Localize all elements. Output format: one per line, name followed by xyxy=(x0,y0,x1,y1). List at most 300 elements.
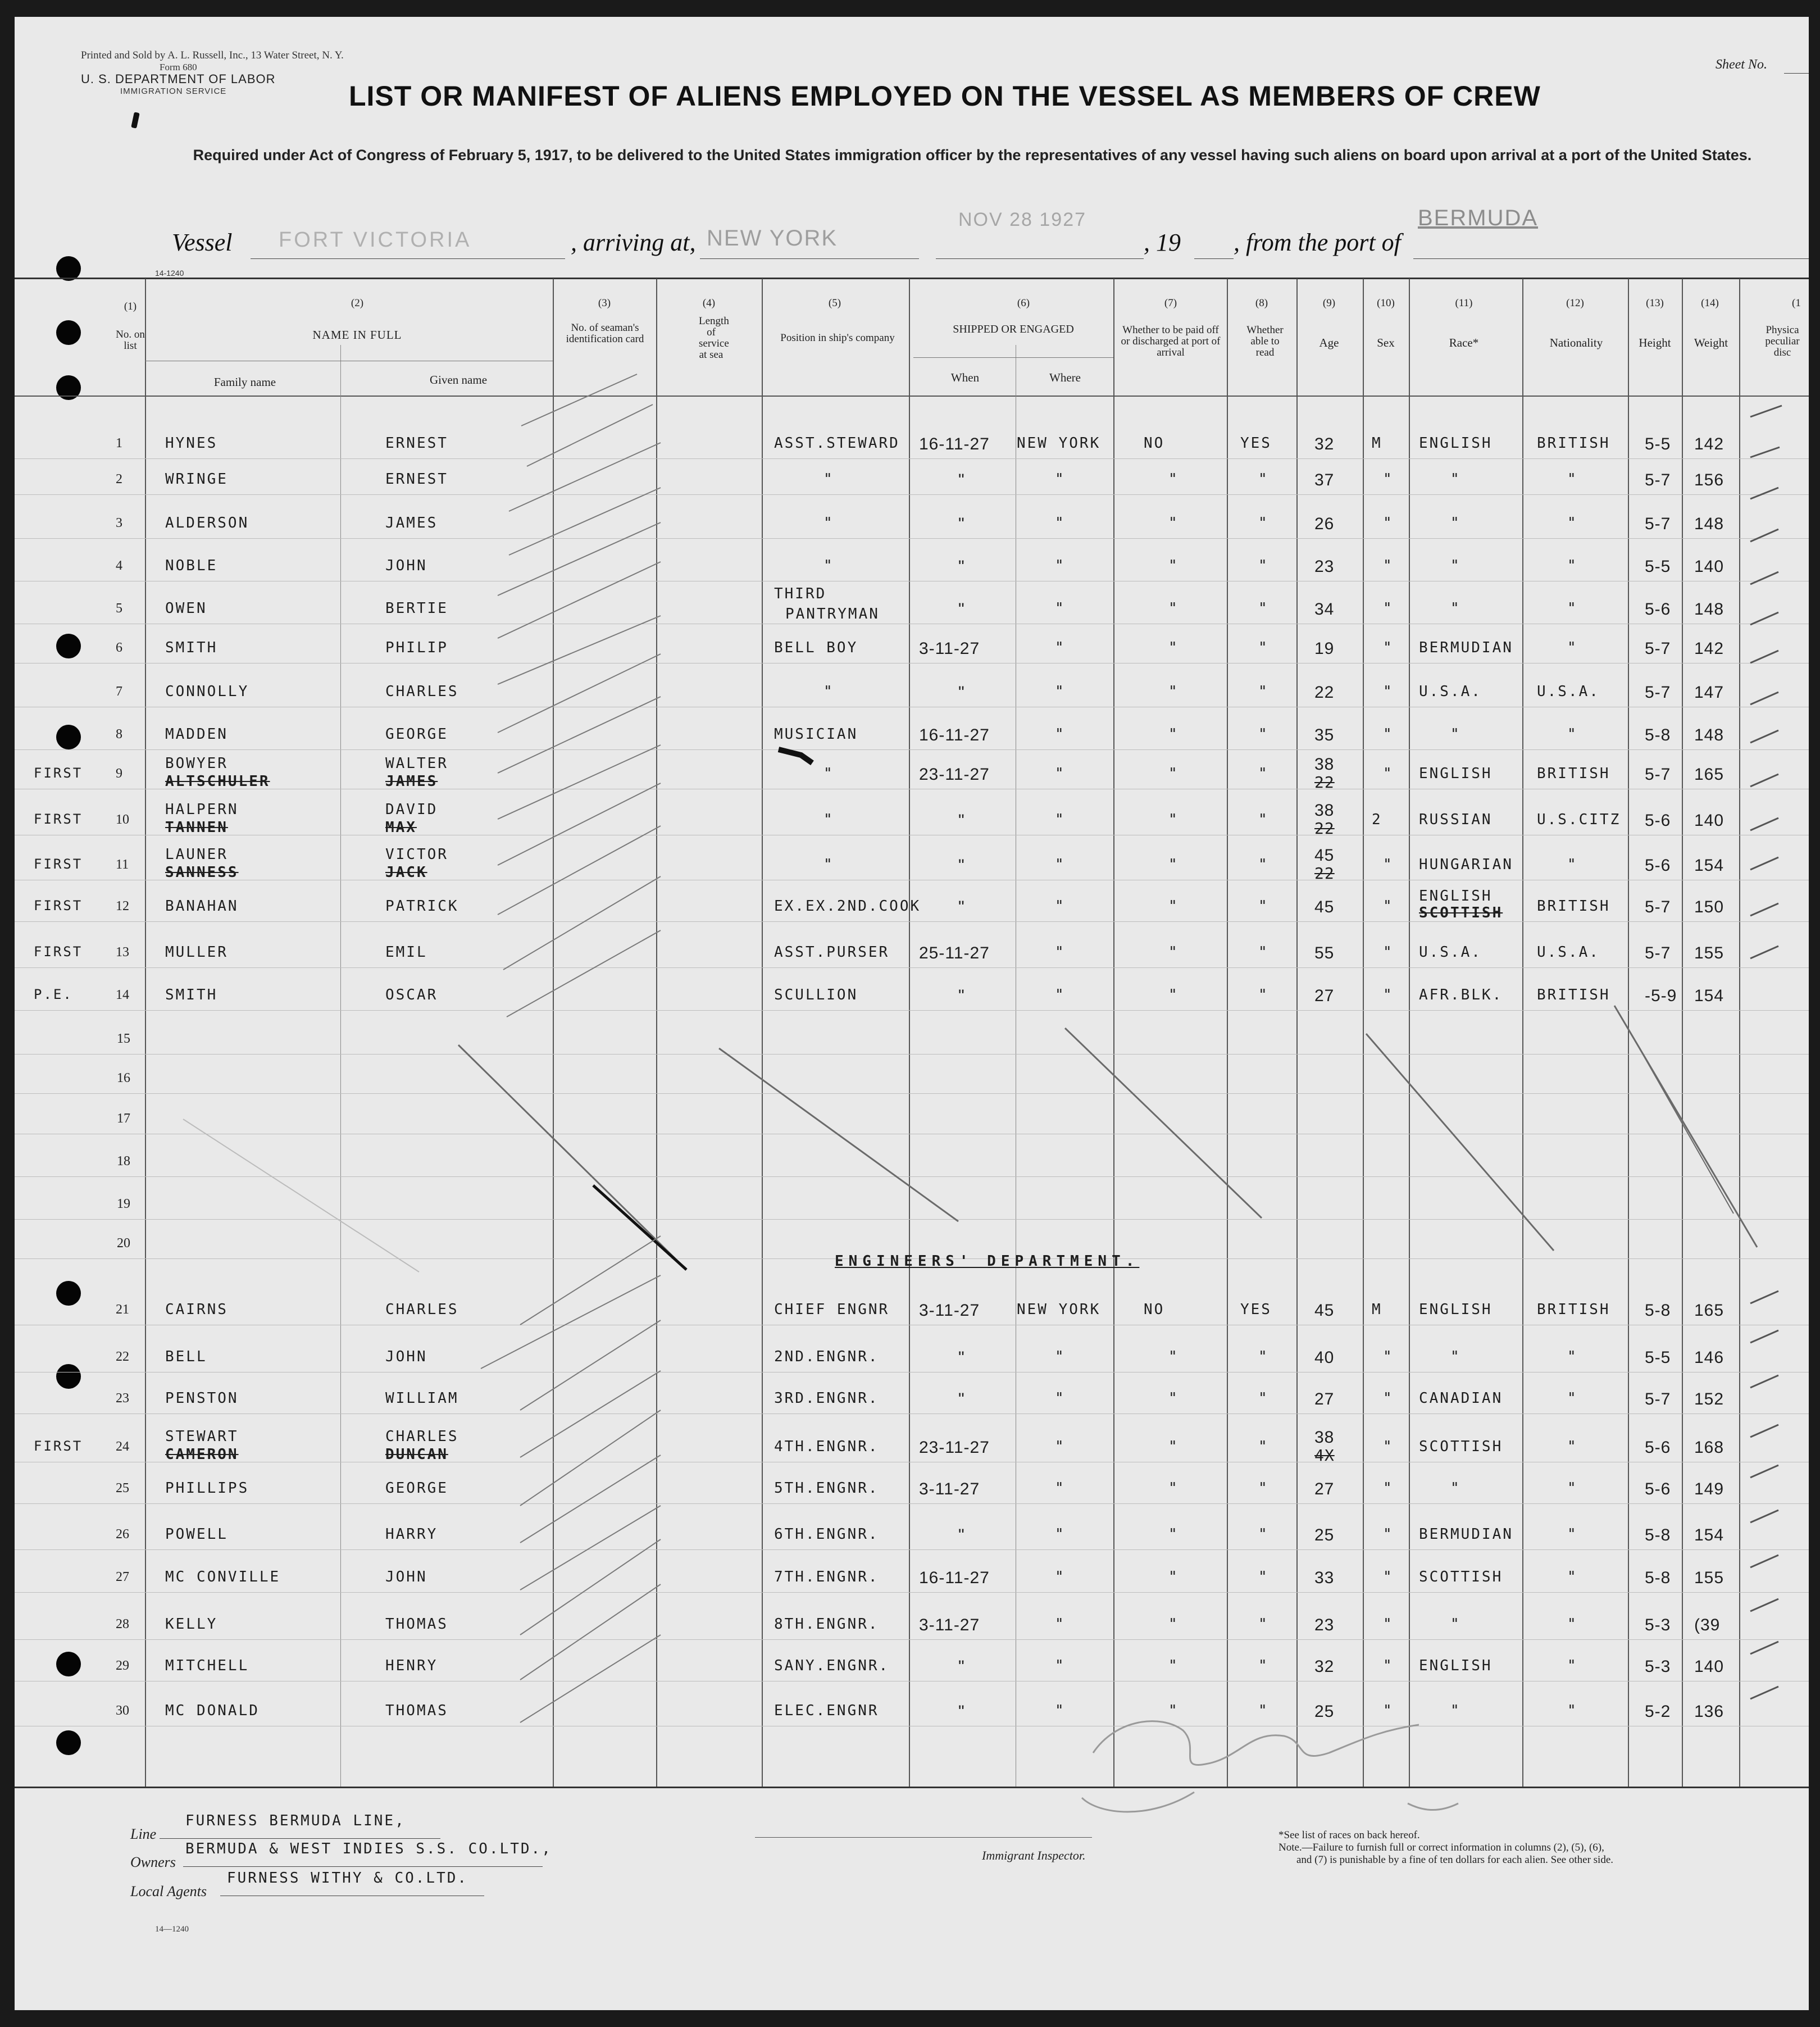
engaged-date: 3-11-27 xyxy=(919,1616,980,1634)
footer-note-penalty: Note.—Failure to furnish full or correct information in columns (2), (5), (6), xyxy=(1278,1842,1604,1853)
punch-hole xyxy=(56,1281,81,1306)
vessel-name: FORT VICTORIA xyxy=(279,228,472,252)
given-name: WILLIAM xyxy=(385,1390,459,1407)
weight: 148 xyxy=(1694,515,1725,533)
col-divider xyxy=(1113,279,1114,1787)
col12-number: (12) xyxy=(1566,297,1584,309)
weight: 168 xyxy=(1694,1438,1725,1457)
able-to-read: " xyxy=(1258,639,1269,656)
race: BERMUDIAN xyxy=(1419,639,1513,656)
paid-off: " xyxy=(1168,1657,1179,1674)
given-name: GEORGE xyxy=(385,726,448,743)
punch-hole xyxy=(56,1730,81,1755)
race: " xyxy=(1450,1348,1461,1365)
punch-hole xyxy=(56,1652,81,1676)
given-name: EMIL xyxy=(385,944,427,961)
position: MUSICIAN xyxy=(774,726,858,743)
row-rule xyxy=(15,1054,1809,1055)
row-number: 29 xyxy=(116,1658,129,1673)
engaged-date: 23-11-27 xyxy=(919,1438,990,1457)
position: CHIEF ENGNR xyxy=(774,1301,890,1318)
sex: " xyxy=(1383,765,1394,782)
age: 32 xyxy=(1314,1657,1335,1676)
age: 45 xyxy=(1314,846,1335,865)
sheet-number-label: Sheet No. xyxy=(1716,57,1767,72)
height: 5-3 xyxy=(1645,1616,1671,1634)
height: 5-3 xyxy=(1645,1657,1671,1676)
age: 27 xyxy=(1314,1480,1335,1498)
col-divider xyxy=(1363,279,1364,1787)
height: 5-6 xyxy=(1645,600,1671,619)
height: 5-5 xyxy=(1645,1348,1671,1367)
col6-where-header: Where xyxy=(1049,371,1081,384)
sex: M xyxy=(1372,1301,1382,1318)
engaged-date: " xyxy=(958,1526,965,1544)
nationality: " xyxy=(1567,639,1578,656)
paid-off: " xyxy=(1168,1480,1179,1497)
age: 34 xyxy=(1314,600,1335,619)
race: ENGLISH xyxy=(1419,1301,1493,1318)
able-to-read: " xyxy=(1258,683,1269,700)
height: 5-2 xyxy=(1645,1702,1671,1721)
able-to-read: " xyxy=(1258,1616,1269,1633)
race: ENGLISH xyxy=(1419,435,1493,452)
punch-hole xyxy=(56,725,81,749)
height: 5-5 xyxy=(1645,557,1671,576)
race: " xyxy=(1450,557,1461,574)
manifest-page xyxy=(15,17,1809,2010)
row-number: 13 xyxy=(116,945,129,960)
engaged-date: " xyxy=(958,1390,965,1408)
race: U.S.A. xyxy=(1419,683,1482,700)
row-annotation: FIRST xyxy=(34,1438,83,1454)
col2-number: (2) xyxy=(351,297,364,309)
family-name: OWEN xyxy=(165,600,207,617)
col-divider xyxy=(1628,279,1629,1787)
engaged-place: " xyxy=(1055,811,1066,828)
height: 5-8 xyxy=(1645,1526,1671,1544)
engaged-place: " xyxy=(1055,856,1066,873)
row-number: 4 xyxy=(116,558,122,573)
race: ENGLISH xyxy=(1419,765,1493,782)
weight: 155 xyxy=(1694,944,1725,962)
age: 26 xyxy=(1314,515,1335,533)
engaged-date: " xyxy=(958,557,965,576)
engaged-place: " xyxy=(1055,1390,1066,1407)
race: " xyxy=(1450,600,1461,617)
height: 5-7 xyxy=(1645,515,1671,533)
able-to-read: " xyxy=(1258,515,1269,531)
header-bottom-rule xyxy=(15,396,1809,397)
engaged-date: 16-11-27 xyxy=(919,726,990,744)
row-annotation: P.E. xyxy=(34,987,73,1002)
sex: " xyxy=(1383,1390,1394,1407)
weight: 156 xyxy=(1694,471,1725,489)
col1-number: (1) xyxy=(124,301,137,312)
engaged-place: " xyxy=(1055,471,1066,488)
given-name: CHARLES xyxy=(385,1428,459,1445)
engaged-date: " xyxy=(958,600,965,619)
paid-off: " xyxy=(1168,515,1179,531)
row-number: 25 xyxy=(116,1481,129,1496)
row-rule xyxy=(15,494,1809,495)
col14-number: (14) xyxy=(1701,297,1719,309)
row-number: 18 xyxy=(117,1154,130,1169)
col11-header: Race* xyxy=(1449,336,1479,349)
paid-off: " xyxy=(1168,1702,1179,1719)
able-to-read: " xyxy=(1258,600,1269,617)
able-to-read: " xyxy=(1258,898,1269,915)
row-number: 14 xyxy=(116,988,129,1002)
height: 5-7 xyxy=(1645,765,1671,784)
engaged-place: " xyxy=(1055,1702,1066,1719)
inspector-label: Immigrant Inspector. xyxy=(982,1848,1086,1862)
family-name: POWELL xyxy=(165,1526,228,1543)
position: ASST.STEWARD xyxy=(774,435,900,452)
punch-hole xyxy=(56,320,81,345)
position: ASST.PURSER xyxy=(774,944,890,961)
family-name: HYNES xyxy=(165,435,218,452)
col8-number: (8) xyxy=(1255,297,1268,309)
struck-family-name: ALTSCHULER xyxy=(165,773,270,790)
struck-given-name: JACK xyxy=(385,864,427,881)
age: 45 xyxy=(1314,898,1335,916)
sex: " xyxy=(1383,1438,1394,1455)
weight: 136 xyxy=(1694,1702,1725,1721)
age: 35 xyxy=(1314,726,1335,744)
col6-when-header: When xyxy=(950,371,980,384)
sex: " xyxy=(1383,987,1394,1003)
position: 4TH.ENGNR. xyxy=(774,1438,879,1455)
shipped-subheader-rule xyxy=(913,357,1113,358)
paid-off: " xyxy=(1168,1348,1179,1365)
col2-family-header: Family name xyxy=(213,375,276,389)
form-number: Form 680 xyxy=(160,62,197,72)
family-name: PHILLIPS xyxy=(165,1480,249,1497)
height: 5-7 xyxy=(1645,683,1671,702)
paid-off: " xyxy=(1168,856,1179,873)
paid-off: " xyxy=(1168,1390,1179,1407)
engaged-date: 16-11-27 xyxy=(919,435,990,453)
nationality: BRITISH xyxy=(1537,765,1610,782)
col8-header: Whether able to read xyxy=(1246,324,1284,358)
row-rule xyxy=(15,1219,1809,1220)
race: CANADIAN xyxy=(1419,1390,1503,1407)
engaged-date: " xyxy=(958,683,965,702)
weight: 142 xyxy=(1694,435,1725,453)
row-number: 2 xyxy=(116,472,122,487)
year-underline xyxy=(1194,258,1234,259)
position: 3RD.ENGNR. xyxy=(774,1390,879,1407)
date-underline xyxy=(936,258,1144,259)
age: 25 xyxy=(1314,1702,1335,1721)
arriving-underline xyxy=(700,258,919,259)
position: " xyxy=(823,471,834,488)
weight: 148 xyxy=(1694,600,1725,619)
struck-race: SCOTTISH xyxy=(1419,905,1503,921)
col15-header: Physica peculiar disc xyxy=(1765,324,1800,358)
height: 5-6 xyxy=(1645,1480,1671,1498)
col9-header: Age xyxy=(1319,336,1339,349)
engaged-date: " xyxy=(958,471,965,489)
engaged-date: 16-11-27 xyxy=(919,1569,990,1587)
nationality: BRITISH xyxy=(1537,987,1610,1003)
position: SCULLION xyxy=(774,987,858,1003)
race: " xyxy=(1450,1616,1461,1633)
family-name: LAUNER xyxy=(165,846,228,863)
row-number: 20 xyxy=(117,1236,130,1251)
age: 45 xyxy=(1314,1301,1335,1320)
engaged-place: " xyxy=(1055,765,1066,782)
able-to-read: " xyxy=(1258,1480,1269,1497)
able-to-read: " xyxy=(1258,944,1269,961)
weight: 150 xyxy=(1694,898,1725,916)
age: 23 xyxy=(1314,557,1335,576)
ink-mark xyxy=(131,112,140,128)
family-name: HALPERN xyxy=(165,801,239,818)
nationality: " xyxy=(1567,1657,1578,1674)
col12-header: Nationality xyxy=(1549,336,1603,349)
paid-off: " xyxy=(1168,600,1179,617)
age: 37 xyxy=(1314,471,1335,489)
given-name: PATRICK xyxy=(385,898,459,915)
struck-age: 22 xyxy=(1314,773,1335,792)
punch-hole xyxy=(56,1364,81,1389)
age: 32 xyxy=(1314,435,1335,453)
given-name: ERNEST xyxy=(385,471,448,488)
col6-number: (6) xyxy=(1017,297,1030,309)
paid-off: " xyxy=(1168,1616,1179,1633)
engaged-place: NEW YORK xyxy=(1017,435,1101,452)
position: " xyxy=(823,515,834,531)
footer-form-code: 14—1240 xyxy=(155,1925,189,1934)
nationality: " xyxy=(1567,515,1578,531)
printer-line: Printed and Sold by A. L. Russell, Inc., 13 Water Street, N. Y. xyxy=(81,49,344,61)
weight: 142 xyxy=(1694,639,1725,658)
sex: " xyxy=(1383,726,1394,743)
col4-header: Length of service at sea xyxy=(699,315,729,361)
from-port: BERMUDA xyxy=(1418,206,1539,230)
engaged-date: " xyxy=(958,811,965,830)
age: 40 xyxy=(1314,1348,1335,1367)
col-divider xyxy=(1739,279,1740,1787)
col14-header: Weight xyxy=(1694,336,1728,349)
sex: " xyxy=(1383,1526,1394,1543)
able-to-read: " xyxy=(1258,1390,1269,1407)
vessel-underline xyxy=(251,258,565,259)
col-divider xyxy=(1227,279,1228,1787)
nationality: " xyxy=(1567,726,1578,743)
nationality: " xyxy=(1567,1616,1578,1633)
row-number: 26 xyxy=(116,1527,129,1542)
nationality: " xyxy=(1567,1526,1578,1543)
age: 38 xyxy=(1314,755,1335,774)
position: 2ND.ENGNR. xyxy=(774,1348,879,1365)
sex: " xyxy=(1383,471,1394,488)
race: BERMUDIAN xyxy=(1419,1526,1513,1543)
department-label: U. S. DEPARTMENT OF LABOR xyxy=(81,72,276,86)
age: 23 xyxy=(1314,1616,1335,1634)
sex: " xyxy=(1383,557,1394,574)
engaged-date: " xyxy=(958,987,965,1005)
col3-header: No. of seaman's identification card xyxy=(566,322,644,345)
given-name: JOHN xyxy=(385,557,427,574)
height: -5-9 xyxy=(1645,987,1677,1005)
given-name: WALTER xyxy=(385,755,448,772)
race: " xyxy=(1450,471,1461,488)
row-rule xyxy=(15,1549,1809,1550)
row-number: 1 xyxy=(116,436,122,451)
engaged-date: " xyxy=(958,1702,965,1721)
height: 5-7 xyxy=(1645,898,1671,916)
row-number: 7 xyxy=(116,684,122,699)
row-annotation: FIRST xyxy=(34,944,83,960)
col-divider xyxy=(145,279,146,1787)
arrival-date-stamp: NOV 28 1927 xyxy=(958,209,1087,230)
family-name: MITCHELL xyxy=(165,1657,249,1674)
nationality: " xyxy=(1567,1702,1578,1719)
row-number: 17 xyxy=(117,1111,130,1126)
vessel-label: Vessel xyxy=(172,229,233,256)
col-divider xyxy=(340,345,341,1787)
line-label: Line xyxy=(130,1826,157,1842)
given-name: PHILIP xyxy=(385,639,448,656)
engaged-date: " xyxy=(958,1657,965,1676)
engaged-place: " xyxy=(1055,683,1066,700)
weight: 147 xyxy=(1694,683,1725,702)
given-name: OSCAR xyxy=(385,987,438,1003)
weight: 140 xyxy=(1694,557,1725,576)
engaged-date: " xyxy=(958,1348,965,1367)
engaged-place: " xyxy=(1055,600,1066,617)
row-number: 19 xyxy=(117,1197,130,1211)
family-name: MADDEN xyxy=(165,726,228,743)
position-cont: PANTRYMAN xyxy=(785,606,880,622)
paid-off: " xyxy=(1168,1569,1179,1585)
col6-header: SHIPPED OR ENGAGED xyxy=(953,323,1074,335)
page-subtitle: Required under Act of Congress of February 5, 1917, to be delivered to the United States immigration officer by the representatives of any vessel having such aliens on board upon arrival at a port of the United States. xyxy=(193,147,1752,163)
age: 33 xyxy=(1314,1569,1335,1587)
race: HUNGARIAN xyxy=(1419,856,1513,873)
paid-off: NO xyxy=(1144,435,1165,452)
row-annotation: FIRST xyxy=(34,765,83,781)
line-value: FURNESS BERMUDA LINE, xyxy=(185,1812,406,1829)
col-divider xyxy=(909,279,910,1787)
position: BELL BOY xyxy=(774,639,858,656)
position: " xyxy=(823,683,834,700)
row-number: 23 xyxy=(116,1391,129,1406)
age: 25 xyxy=(1314,1526,1335,1544)
engaged-date: 3-11-27 xyxy=(919,1480,980,1498)
sex: " xyxy=(1383,898,1394,915)
row-number: 9 xyxy=(116,766,122,781)
age: 22 xyxy=(1314,683,1335,702)
engaged-place: " xyxy=(1055,557,1066,574)
family-name: KELLY xyxy=(165,1616,218,1633)
col13-header: Height xyxy=(1639,336,1671,349)
page-title: LIST OR MANIFEST OF ALIENS EMPLOYED ON THE VESSEL AS MEMBERS OF CREW xyxy=(349,80,1541,112)
race: ENGLISH xyxy=(1419,888,1493,905)
family-name: MC CONVILLE xyxy=(165,1569,281,1585)
height: 5-6 xyxy=(1645,856,1671,875)
able-to-read: YES xyxy=(1240,1301,1272,1318)
col-divider xyxy=(1409,279,1410,1787)
sex: " xyxy=(1383,1702,1394,1719)
row-rule xyxy=(15,1592,1809,1593)
row-number: 27 xyxy=(116,1570,129,1584)
row-rule xyxy=(15,1093,1809,1094)
position: THIRD xyxy=(774,585,827,602)
given-name: VICTOR xyxy=(385,846,448,863)
struck-age: 22 xyxy=(1314,819,1335,838)
weight: 154 xyxy=(1694,987,1725,1005)
nationality: BRITISH xyxy=(1537,435,1610,452)
able-to-read: " xyxy=(1258,1348,1269,1365)
arriving-port: NEW YORK xyxy=(707,226,838,251)
able-to-read: " xyxy=(1258,1526,1269,1543)
race: ENGLISH xyxy=(1419,1657,1493,1674)
struck-family-name: SANNESS xyxy=(165,864,239,881)
able-to-read: " xyxy=(1258,1702,1269,1719)
engaged-date: 25-11-27 xyxy=(919,944,990,962)
age: 27 xyxy=(1314,987,1335,1005)
family-name: WRINGE xyxy=(165,471,228,488)
paid-off: " xyxy=(1168,1438,1179,1455)
nationality: " xyxy=(1567,1569,1578,1585)
weight: 140 xyxy=(1694,811,1725,830)
row-number: 6 xyxy=(116,640,122,655)
paid-off: " xyxy=(1168,639,1179,656)
sex: " xyxy=(1383,944,1394,961)
col2-given-header: Given name xyxy=(429,373,488,387)
weight: 152 xyxy=(1694,1390,1725,1408)
sex: " xyxy=(1383,515,1394,531)
position: " xyxy=(823,811,834,828)
nationality: U.S.CITZ xyxy=(1537,811,1621,828)
engaged-date: " xyxy=(958,856,965,875)
paid-off: " xyxy=(1168,811,1179,828)
family-name: BANAHAN xyxy=(165,898,239,915)
engaged-place: " xyxy=(1055,726,1066,743)
paid-off: " xyxy=(1168,898,1179,915)
row-rule xyxy=(15,1503,1809,1504)
engaged-place: " xyxy=(1055,1348,1066,1365)
col-divider xyxy=(1296,279,1298,1787)
family-name: SMITH xyxy=(165,987,218,1003)
nationality: " xyxy=(1567,1348,1578,1365)
line-underline xyxy=(160,1838,440,1839)
given-name: JOHN xyxy=(385,1348,427,1365)
age: 38 xyxy=(1314,801,1335,820)
weight: 154 xyxy=(1694,1526,1725,1544)
nationality: " xyxy=(1567,1480,1578,1497)
row-number: 3 xyxy=(116,516,122,530)
engaged-place: " xyxy=(1055,1480,1066,1497)
row-number: 12 xyxy=(116,899,129,913)
height: 5-7 xyxy=(1645,639,1671,658)
position: " xyxy=(823,856,834,873)
weight: 146 xyxy=(1694,1348,1725,1367)
age: 38 xyxy=(1314,1428,1335,1447)
nationality: U.S.A. xyxy=(1537,683,1600,700)
given-name: GEORGE xyxy=(385,1480,448,1497)
struck-family-name: TANNEN xyxy=(165,819,228,836)
col11-number: (11) xyxy=(1455,297,1473,309)
row-number: 21 xyxy=(116,1302,129,1317)
engaged-place: " xyxy=(1055,1657,1066,1674)
position: SANY.ENGNR. xyxy=(774,1657,890,1674)
pencil-marks xyxy=(15,17,1809,2010)
